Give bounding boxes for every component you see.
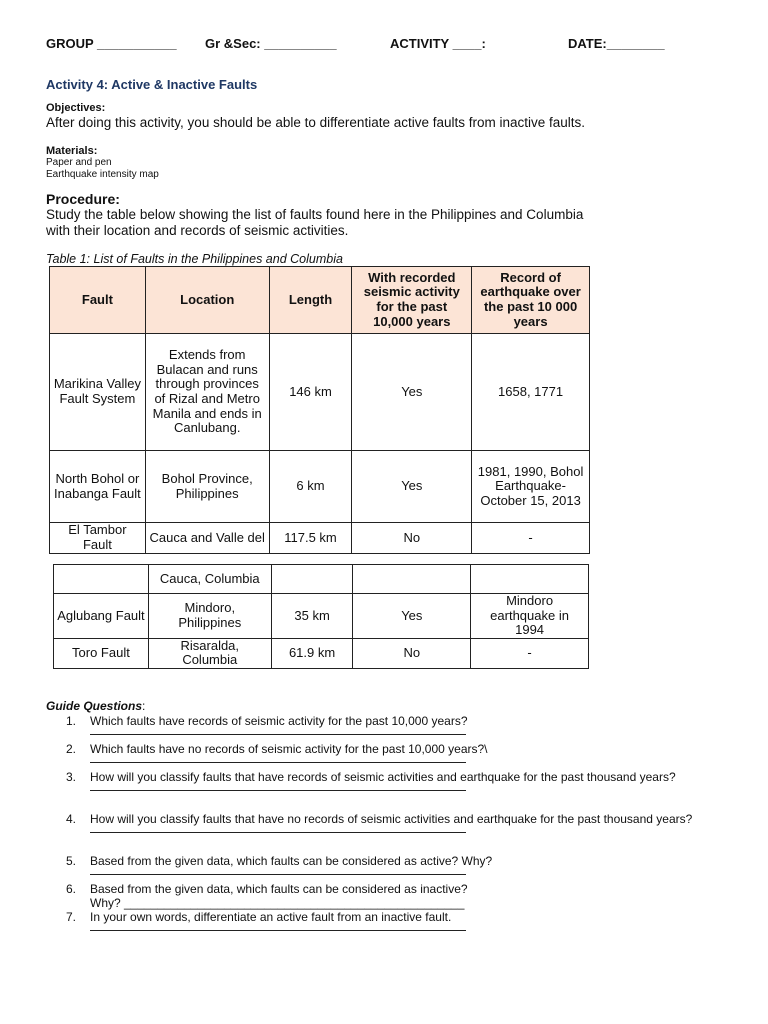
cell-seismic: No <box>353 638 471 668</box>
question-item: 4. How will you classify faults that have no records of seismic activities and earthquake for the past thousand years? <box>66 812 736 833</box>
cell-seismic: Yes <box>352 334 472 451</box>
date-field: DATE:________ <box>568 36 665 51</box>
question-text: How will you classify faults that have records of seismic activities and earthquake for the past thousand years? <box>90 770 676 784</box>
objectives-text: After doing this activity, you should be able to differentiate active faults from inactive faults. <box>46 115 586 130</box>
question-item: 1. Which faults have records of seismic activity for the past 10,000 years? <box>66 714 736 735</box>
header-length: Length <box>269 267 352 334</box>
table-header-row <box>50 267 590 334</box>
materials-item: Earthquake intensity map <box>46 169 159 180</box>
cell-location: Extends from Bulacan and runs through provinces of Rizal and Metro Manila and ends in Canlubang. <box>145 334 269 451</box>
cell-length: 146 km <box>269 334 352 451</box>
cell-seismic: Yes <box>352 451 472 523</box>
question-item: 2. Which faults have no records of seismic activity for the past 10,000 years?\ <box>66 742 736 763</box>
question-text: Based from the given data, which faults can be considered as inactive? <box>90 882 468 896</box>
table-row <box>50 334 590 451</box>
cell-seismic: No <box>352 523 472 554</box>
materials-label: Materials: <box>46 145 98 157</box>
cell-length <box>271 565 353 594</box>
cell-record: Mindoro earthquake in 1994 <box>471 594 589 639</box>
cell-record: 1658, 1771 <box>472 334 590 451</box>
question-item: 7. In your own words, differentiate an active fault from an inactive fault. <box>66 910 736 931</box>
header-seismic: With recorded seismic activity for the past 10,000 years <box>352 267 472 334</box>
answer-line <box>90 868 466 875</box>
answer-line <box>90 826 466 833</box>
faults-table-continued <box>53 564 589 669</box>
procedure-label: Procedure: <box>46 191 120 207</box>
faults-table <box>49 266 590 554</box>
activity-title: Activity 4: Active & Inactive Faults <box>46 77 258 92</box>
cell-record: - <box>472 523 590 554</box>
cell-fault <box>54 565 149 594</box>
question-text: Which faults have no records of seismic activity for the past 10,000 years?\ <box>90 742 488 756</box>
guide-questions-label: Guide Questions: <box>46 699 146 713</box>
table-caption: Table 1: List of Faults in the Philippines and Columbia <box>46 252 343 266</box>
question-item: 6. Based from the given data, which faults can be considered as inactive? Why? ___________________________________________________ <box>66 882 736 910</box>
group-field: GROUP ___________ <box>46 36 177 51</box>
procedure-text: with their location and records of seismic activities. <box>46 223 349 238</box>
question-text: In your own words, differentiate an active fault from an inactive fault. <box>90 910 452 924</box>
cell-fault: Toro Fault <box>54 638 149 668</box>
table-row <box>54 638 589 668</box>
grade-section-field: Gr &Sec: __________ <box>205 36 337 51</box>
cell-location: Bohol Province, Philippines <box>145 451 269 523</box>
answer-line <box>90 728 466 735</box>
question-why: Why? ___________________________________________________ <box>90 896 465 910</box>
cell-location: Cauca, Columbia <box>148 565 271 594</box>
cell-seismic: Yes <box>353 594 471 639</box>
table-row <box>54 594 589 639</box>
cell-length: 6 km <box>269 451 352 523</box>
cell-location: Risaralda, Columbia <box>148 638 271 668</box>
table-row <box>50 523 590 554</box>
answer-line <box>90 924 466 931</box>
cell-fault: Aglubang Fault <box>54 594 149 639</box>
question-text: How will you classify faults that have no records of seismic activities and earthquake for the past thousand years? <box>90 812 693 826</box>
cell-record <box>471 565 589 594</box>
cell-length: 61.9 km <box>271 638 353 668</box>
procedure-text: Study the table below showing the list of faults found here in the Philippines and Columbia <box>46 207 584 222</box>
cell-fault: North Bohol or Inabanga Fault <box>50 451 146 523</box>
cell-location: Cauca and Valle del <box>145 523 269 554</box>
materials-item: Paper and pen <box>46 157 112 168</box>
activity-field: ACTIVITY ____: <box>390 36 486 51</box>
cell-length: 117.5 km <box>269 523 352 554</box>
header-record: Record of earthquake over the past 10 000 years <box>472 267 590 334</box>
header-location: Location <box>145 267 269 334</box>
cell-length: 35 km <box>271 594 353 639</box>
cell-seismic <box>353 565 471 594</box>
question-text: Which faults have records of seismic activity for the past 10,000 years? <box>90 714 468 728</box>
table-row <box>54 565 589 594</box>
answer-line <box>90 784 466 791</box>
cell-fault: El Tambor Fault <box>50 523 146 554</box>
cell-fault: Marikina Valley Fault System <box>50 334 146 451</box>
table-row <box>50 451 590 523</box>
question-item: 3. How will you classify faults that have records of seismic activities and earthquake for the past thousand years? <box>66 770 736 791</box>
header-fault: Fault <box>50 267 146 334</box>
question-text: Based from the given data, which faults can be considered as active? Why? <box>90 854 493 868</box>
question-item: 5. Based from the given data, which faults can be considered as active? Why? <box>66 854 736 875</box>
cell-location: Mindoro, Philippines <box>148 594 271 639</box>
answer-line <box>90 756 466 763</box>
objectives-label: Objectives: <box>46 102 106 114</box>
cell-record: - <box>471 638 589 668</box>
cell-record: 1981, 1990, Bohol Earthquake- October 15, 2013 <box>472 451 590 523</box>
